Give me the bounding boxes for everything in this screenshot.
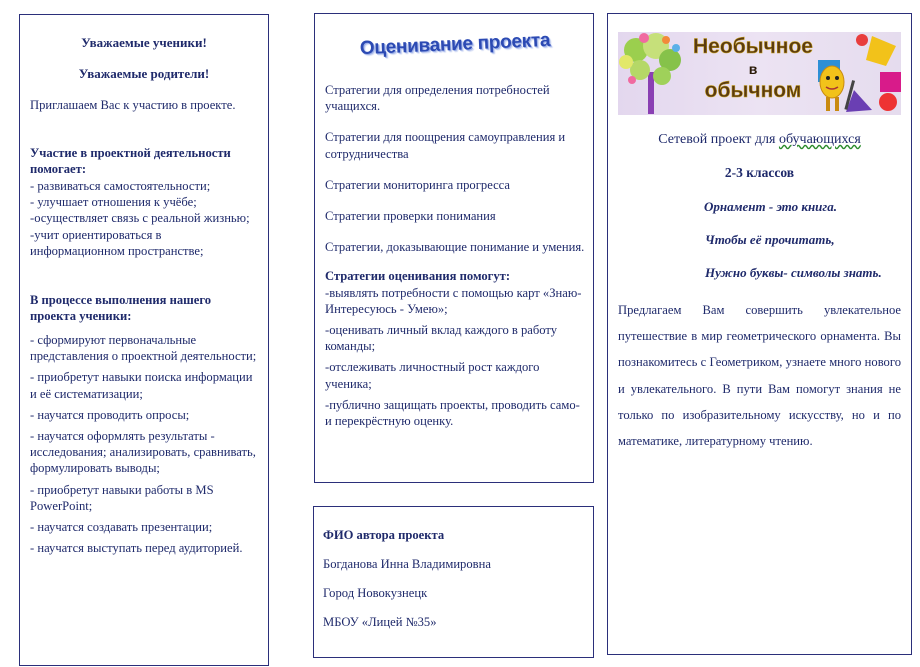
project-title-prefix: Сетевой проект для xyxy=(658,132,779,147)
list-item: -осуществляет связь с реальной жизнью; xyxy=(30,211,250,226)
list-item: - улучшает отношения к учёбе; xyxy=(30,195,197,210)
shapes-character-illustration xyxy=(618,32,901,115)
author-label: ФИО автора проекта xyxy=(323,528,445,542)
evaluation-heading: Оценивание проекта xyxy=(359,29,551,60)
author-name: Богданова Инна Владимировна xyxy=(323,557,491,571)
list-item: - приобретут навыки работы в MS PowerPoint; xyxy=(30,482,214,513)
project-title-underlined: обучающихся xyxy=(778,132,861,147)
list-item: - сформируют первоначальные представления о проектной деятельности; xyxy=(30,333,257,364)
author-city: Город Новокузнецк xyxy=(323,586,428,600)
project-description: Предлагаем Вам совершить увлекательное путешествие в мир геометрического орнамента. Вы познакомитесь с Геометриком, узнаете много нового и увлекательного. В пути Вам помогут знания не только по изобразительному искусству, но и по математике, литературному чтению. xyxy=(618,303,901,449)
list-item: Стратегии мониторинга прогресса xyxy=(325,177,511,192)
list-item: - научатся создавать презентации; xyxy=(30,520,213,535)
list-item: Стратегии проверки понимания xyxy=(325,209,496,224)
greeting-students: Уважаемые ученики! xyxy=(81,35,207,50)
panel-evaluation xyxy=(314,13,594,483)
list-item: Стратегии для определения потребностей учащихся. xyxy=(325,83,550,114)
list-item: Стратегии для поощрения самоуправления и сотрудничества xyxy=(325,130,566,161)
list-item: - развиваться самостоятельности; xyxy=(30,179,211,193)
strategies-list xyxy=(325,82,585,429)
author-school: МБОУ «Лицей №35» xyxy=(323,615,437,629)
list-item: - научатся оформлять результаты - исследования; анализировать, сравнивать, формулировать выводы; xyxy=(30,429,256,476)
section1-title: Участие в проектной деятельности помогает: xyxy=(30,146,231,177)
list-item: -публично защищать проекты, проводить само- и перекрёстную оценку. xyxy=(325,397,580,429)
section2-list xyxy=(30,332,258,556)
poem-line-2: Чтобы её прочитать, xyxy=(705,232,835,247)
list-item: -отслеживать личностный рост каждого ученика; xyxy=(325,360,540,391)
list-item: -учит ориентироваться в информационном пространстве; xyxy=(30,227,204,258)
help-title: Стратегии оценивания помогут: xyxy=(325,269,511,284)
poem-line-3: Нужно буквы- символы знать. xyxy=(705,265,882,280)
invite-text: Приглашаем Вас к участию в проекте. xyxy=(30,98,236,112)
project-banner xyxy=(618,32,901,115)
poem-line-1: Орнамент - это книга. xyxy=(704,199,837,214)
project-title xyxy=(608,132,911,148)
greeting-parents: Уважаемые родители! xyxy=(78,66,210,81)
list-item: - научатся проводить опросы; xyxy=(30,407,190,422)
section2-title: В процессе выполнения нашего проекта ученики: xyxy=(30,293,212,324)
list-item: - научатся выступать перед аудиторией. xyxy=(30,541,243,556)
list-item: Стратегии, доказывающие понимание и умения. xyxy=(325,240,585,255)
panel-invitation xyxy=(19,14,269,666)
panel-author xyxy=(313,506,594,658)
list-item: -оценивать личный вклад каждого в работу команды; xyxy=(325,323,558,354)
banner-line3: обычном xyxy=(704,79,802,102)
list-item: -выявлять потребности с помощью карт «Знаю-Интересуюсь - Умею»; xyxy=(325,285,582,316)
banner-line1: Необычное xyxy=(693,35,813,58)
panel-cover xyxy=(607,13,912,655)
section1-list xyxy=(30,178,252,259)
project-grades: 2-3 классов xyxy=(724,165,795,180)
list-item: - приобретут навыки поиска информации и её систематизации; xyxy=(30,370,253,401)
banner-line2: в xyxy=(748,61,758,77)
